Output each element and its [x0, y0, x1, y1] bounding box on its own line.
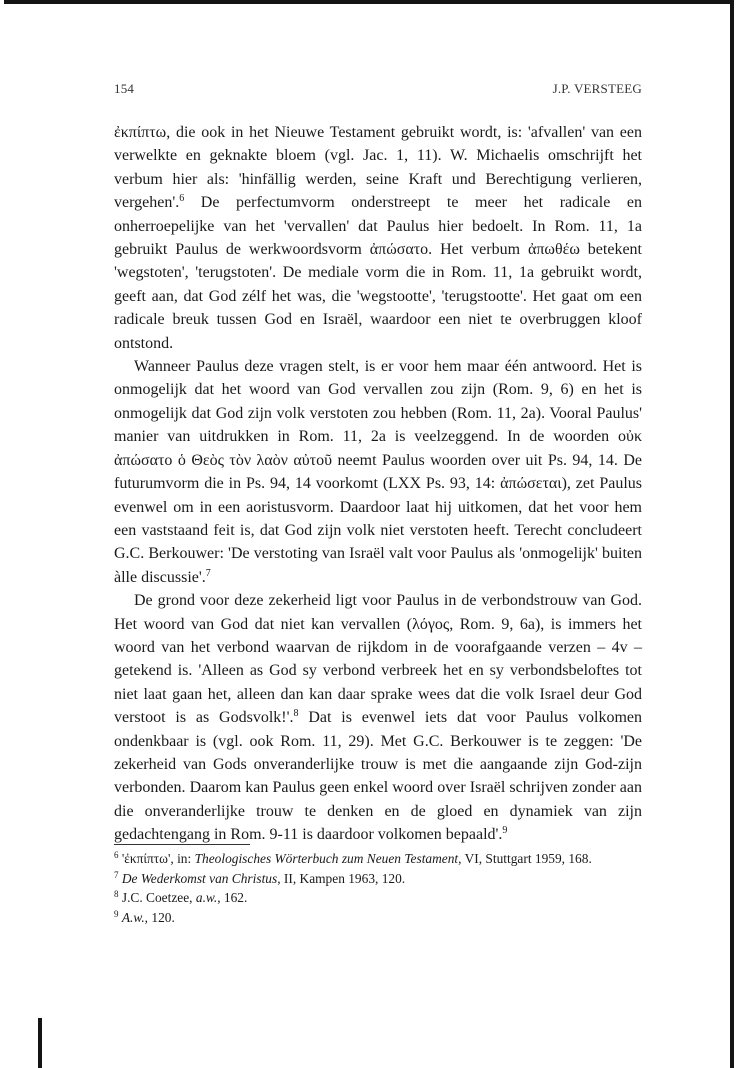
page-border-top	[4, 0, 734, 4]
footnote-ref[interactable]: 8	[293, 708, 299, 720]
paragraph-text: Wanneer Paulus deze vragen stelt, is er voor hem maar één antwoord. Het is onmogelijk dat het woord van God vervallen zou zijn (Rom. 9, 6) en het is onmogelijk dat God zijn volk verstoten zou hebben (Rom. 11, 2a). Vooral Paulus' manier van uitdrukken in Rom. 11, 2a is veelzeggend. In de woorden οὐκ ἀπώσατο ὁ Θεὸς τὸν λαὸν αὐτοῦ neemt Paulus woorden over uit Ps. 94, 14. De futurumvorm die in Ps. 94, 14 voorkomt (LXX Ps. 93, 14: ἀπώσεται), zet Paulus evenwel om in een aoristusvorm. Daardoor laat hij uitkomen, dat het voor hem een vaststaand feit is, dat God zijn volk niet verstoten heeft. Terecht concludeert G.C. Berkouwer: 'De verstoting van Israël valt voor Paulus als 'onmogelijk' buiten àlle discussie'.	[114, 358, 642, 586]
footnote-ref[interactable]: 7	[205, 567, 211, 579]
paragraph-text: De grond voor deze zekerheid ligt voor Paulus in de verbondstrouw van God. Het woord van God dat niet kan vervallen (λόγος, Rom. 9, 6a), is immers het woord van het verbond waarvan de rijkdom in de voorafgaande verzen – 4v – getekend is. 'Alleen as God sy verbond verbreek het en sy verbondsbeloftes tot niet laat gaan het, alleen dan kan daar sprake wees dat die volk Israel deur God verstoot is as Godsvolk!'.	[114, 592, 642, 727]
footnote-7	[114, 871, 642, 888]
running-header	[114, 81, 642, 97]
page-border-left	[38, 1018, 42, 1068]
footnote-number: 6	[114, 850, 119, 860]
footnote-title: A.w.	[121, 909, 145, 925]
footnote-text: , 162.	[217, 890, 248, 906]
paragraph-2	[114, 355, 642, 589]
footnote-ref[interactable]: 9	[502, 825, 508, 837]
page-border-right	[730, 0, 734, 1068]
footnote-number: 9	[114, 908, 119, 919]
footnote-title: De Wederkomst van Christus	[121, 870, 278, 886]
footnote-number: 7	[114, 869, 119, 880]
footnote-text: , VI, Stuttgart 1959, 168.	[458, 851, 592, 866]
footnote-text: , 120.	[144, 909, 175, 925]
main-text	[114, 121, 642, 847]
footnote-number: 8	[114, 889, 119, 900]
footnote-text: , II, Kampen 1963, 120.	[277, 870, 406, 886]
footnote-title: Theologisches Wörterbuch zum Neuen Testament	[194, 851, 459, 866]
footnote-8	[114, 890, 642, 907]
page-number: 154	[114, 81, 135, 96]
running-title: J.P. VERSTEEG	[552, 81, 642, 96]
footnote-9	[114, 910, 642, 927]
paragraph-text: Dat is evenwel iets dat voor Paulus volkomen ondenkbaar is (vgl. ook Rom. 11, 29). Met G.C. Berkouwer is te zeggen: 'De zekerheid van Gods onveranderlijke trouw is met die aangaande zijn God-zijn verbonden. Daarom kan Paulus geen enkel woord over Israël schrijven zonder aan die onveranderlijke trouw te denken en de gloed en dynamiek van zijn gedachtengang in Rom. 9-11 is daardoor volkomen bepaald'.	[114, 709, 643, 844]
footnotes	[114, 851, 642, 929]
footnote-6	[114, 851, 642, 868]
paragraph-3	[114, 589, 642, 846]
paragraph-1	[114, 121, 642, 355]
footnote-ref[interactable]: 6	[179, 193, 185, 205]
paragraph-text: De perfectumvorm onderstreept te meer het radicale en onherroepelijke van het 'vervallen' dat Paulus hier bedoelt. In Rom. 11, 1a gebruikt Paulus de werkwoordsvorm ἀπώσατο. Het verbum ἀπωθέω betekent 'wegstoten', 'terugstoten'. De mediale vorm die in Rom. 11, 1a gebruikt wordt, geeft aan, dat God zélf het was, die 'wegstootte', 'terugstootte'. Het gaat om een radicale breuk tussen God en Israël, waardoor een niet te overbruggen kloof ontstond.	[114, 194, 642, 352]
footnote-text: 'ἐκπίπτω', in:	[121, 851, 195, 866]
footnote-text: J.C. Coetzee,	[121, 890, 196, 906]
footnote-title: a.w.	[195, 890, 218, 906]
paragraph-text: ἐκπίπτω, die ook in het Nieuwe Testament gebruikt wordt, is: 'afvallen' van een verwelkte en geknakte bloem (vgl. Jac. 1, 11). W. Michaelis omschrijft het verbum hier als: 'hinfällig werden, seine Kraft und Berechtigung verlieren, vergehen'.	[114, 124, 642, 212]
footnote-separator	[114, 844, 250, 845]
